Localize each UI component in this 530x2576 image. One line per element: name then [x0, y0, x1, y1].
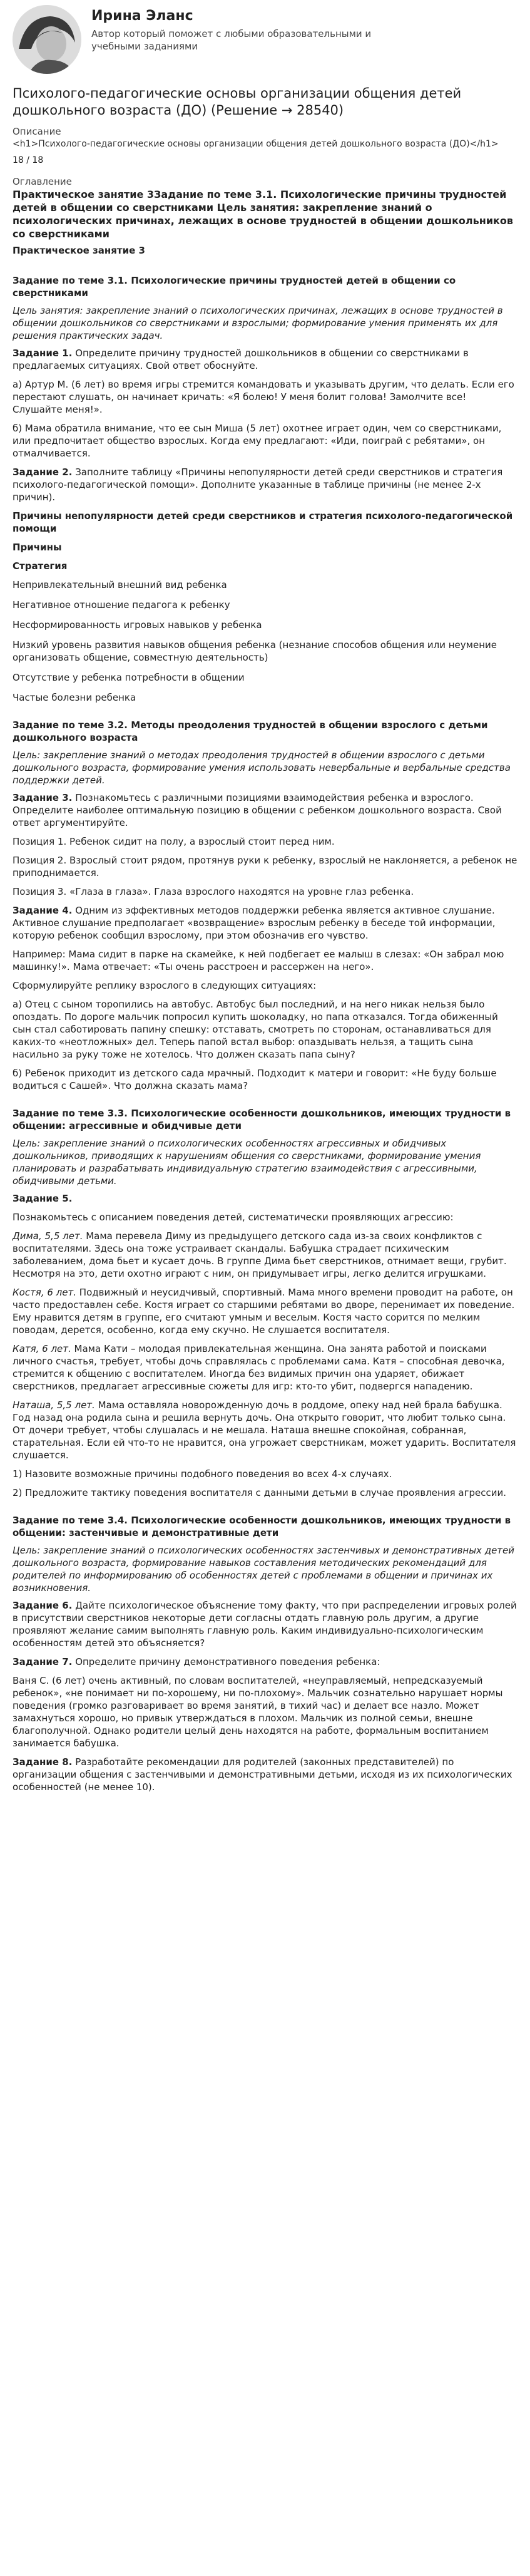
description-text: <h1>Психолого-педагогические основы организации общения детей дошкольного возраста (ДО)</h1>	[13, 139, 499, 149]
case-kostya	[13, 1286, 517, 1336]
situation-b: б) Мама обратила внимание, что ее сын Миша (5 лет) охотнее играет один, чем со сверстниками, или предпочитает общество взрослых. Когда ему предлагают: «Иди, поиграй с ребятами», он отмалчивается.	[13, 423, 502, 459]
author-photo-icon	[13, 5, 81, 74]
reason-item: Негативное отношение педагога к ребенку	[13, 599, 230, 611]
situation-a: а) Отец с сыном торопились на автобус. Автобус был последний, и на него никак нельзя было опоздать. По дороге мальчик попросил купить шоколадку, но папа отказался. Тогда обиженный сын стал саботировать папину спешку: отставать, смотреть по сторонам, останавливаться для каких-то «неотложных» дел. Теперь папой встал выбор: опаздывать нельзя, а тащить сына насильно за руку тоже не хотелось. Что должен сказать папа сыну?	[13, 999, 498, 1060]
position-3: Позиция 3. «Глаза в глаза». Глаза взрослого находятся на уровне глаз ребенка.	[13, 886, 414, 897]
position-2: Позиция 2. Взрослый стоит рядом, протянув руки к ребенку, взрослый не наклоняется, а ребенок не приподнимается.	[13, 855, 517, 878]
task-text: Познакомьтесь с различными позициями взаимодействия ребенка и взрослого. Определите наиболее оптимальную позицию в общении с ребенком дошкольного возраста. Свой ответ аргументируйте.	[13, 792, 502, 828]
task-label: Задание 6.	[13, 1600, 73, 1611]
case-text: Мама перевела Диму из предыдущего детского сада из-за своих конфликтов с воспитателями. Здесь она тоже устраивает скандалы. Бабушка страдает психическим заболеванием, дома бьет и кусает дочь. В группе Дима бьет сверстников, отнимает вещи, грубит. Несмотря на это, дети охотно играют с ним, он придумывает игры, легко делится игрушками.	[13, 1230, 507, 1279]
task-text: Разработайте рекомендации для родителей (законных представителей) по организации общения с застенчивыми и демонстративными детьми, исходя из их психологических особенностей (не менее 10).	[13, 1756, 512, 1793]
case-natasha	[13, 1399, 517, 1461]
case-name: Костя, 6 лет.	[13, 1287, 77, 1298]
case-text: Мама Кати – молодая привлекательная женщина. Она занята работой и поисками личного счастья, требует, чтобы дочь справлялась с проблемами сама. Катя – способная девочка, стремится к общению с воспитателем. Иногда без видимых причин она ударяет, обижает сверстников, предлагает агрессивные сюжеты для игр: кто-то убит, подвергся нападению.	[13, 1343, 505, 1392]
task-label: Задание 1.	[13, 348, 73, 359]
author-header	[13, 5, 517, 80]
page-counter: 18 / 18	[13, 155, 44, 165]
case-vanya: Ваня С. (6 лет) очень активный, по словам воспитателей, «неуправляемый, непредсказуемый ребенок», «не понимает ни по-хорошему, ни по-плохому». Мальчик сознательно нарушает нормы поведения (громко разговаривает во время занятий, в тихий час) и делает все назло. Может замахнуться хорошо, но привык утверждаться в плохом. Мальчик из полной семьи, внешне благополучной. Однако родители целый день находятся на работе, формальным воспитанием занимается бабушка.	[13, 1675, 503, 1749]
intro-text: Познакомьтесь с описанием поведения детей, систематически проявляющих агрессию:	[13, 1212, 454, 1223]
main-heading: Практическое занятие 3Задание по теме 3.1. Психологические причины трудностей детей в общении со сверстниками Цель занятия: закрепление знаний о психологических причинах, лежащих в основе трудностей в общении дошкольников со сверстниками	[13, 188, 513, 240]
task-8	[13, 1756, 517, 1793]
case-name: Дима, 5,5 лет.	[13, 1230, 83, 1242]
task-6	[13, 1599, 517, 1649]
formulate-text: Сформулируйте реплику взрослого в следующих ситуациях:	[13, 980, 317, 991]
table-title: Причины непопулярности детей среди сверстников и стратегия психолого-педагогической помощи	[13, 510, 513, 534]
task-text: Определите причину демонстративного поведения ребенка:	[72, 1656, 380, 1667]
question-2: 2) Предложите тактику поведения воспитателя с данными детьми в случае проявления агрессии.	[13, 1487, 506, 1498]
goal-text: Цель занятия: закрепление знаний о психологических причинах, лежащих в основе трудностей в общении дошкольников со сверстниками и взрослыми; формирование умения применять их для решения практических задач.	[13, 305, 503, 341]
case-katya	[13, 1342, 517, 1393]
sub-heading: Практическое занятие 3	[13, 245, 145, 256]
situation-a: а) Артур М. (6 лет) во время игры стремится командовать и указывать другим, что делать. Если его перестают слушать, он начинает кричать: «Я болею! У меня болит голова! Замолчите все! Слушайте меня!».	[13, 379, 514, 415]
goal-text: Цель: закрепление знаний о психологических особенностях застенчивых и демонстративных детей дошкольного возраста, формирование навыков составления методических рекомендаций для родителей по информированию об особенностях детей с проблемами в общении и причинах их возникновения.	[13, 1545, 515, 1594]
case-dima	[13, 1230, 517, 1280]
document-page	[13, 0, 517, 1793]
task-5-label: Задание 5.	[13, 1193, 73, 1204]
task-label: Задание 2.	[13, 466, 73, 478]
toc-label: Оглавление	[13, 176, 72, 187]
position-1: Позиция 1. Ребенок сидит на полу, а взрослый стоит перед ним.	[13, 836, 335, 847]
author-info	[91, 8, 379, 53]
author-description: Автор который поможет с любыми образовательными и учебными заданиями	[91, 28, 372, 52]
goal-text: Цель: закрепление знаний о психологических особенностях агрессивных и обидчивых дошкольников, приводящих к нарушениям общения со сверстниками, формирование умения планировать и разрабатывать индивидуальную стратегию взаимодействия с агрессивными, обидчивыми детьми.	[13, 1138, 481, 1187]
task-2	[13, 466, 517, 503]
task-1	[13, 347, 517, 372]
section-heading-3-1: Задание по теме 3.1. Психологические причины трудностей детей в общении со сверстниками	[13, 275, 456, 299]
section-heading-3-2: Задание по теме 3.2. Методы преодоления трудностей в общении взрослого с детьми дошкольного возраста	[13, 719, 488, 743]
task-7	[13, 1656, 517, 1668]
example-text: Например: Мама сидит в парке на скамейке, к ней подбегает ее малыш в слезах: «Он забрал мою машинку!». Мама отвечает: «Ты очень расстроен и рассержен на него».	[13, 949, 504, 972]
case-name: Наташа, 5,5 лет.	[13, 1399, 95, 1411]
case-text: Мама оставляла новорожденную дочь в роддоме, опеку над ней брала бабушка. Год назад она родила сына и решила вернуть дочь. Она открыто говорит, что любит только сына. От дочери требует, чтобы слушалась и не мешала. Наташа внешне спокойная, собранная, старательная. Если ей что-то не нравится, она угрожает сверстникам, может ударить. Воспитателя слушается.	[13, 1399, 516, 1461]
reason-item: Низкий уровень развития навыков общения ребенка (незнание способов общения или неумение организовать общение, совместную деятельность)	[13, 639, 497, 663]
task-text: Заполните таблицу «Причины непопулярности детей среди сверстников и стратегия психолого-педагогической помощи». Дополните указанные в таблице причины (не менее 2-х причин).	[13, 466, 503, 503]
author-name[interactable]: Ирина Эланс	[91, 8, 193, 24]
section-heading-3-4: Задание по теме 3.4. Психологические особенности дошкольников, имеющих трудности в общении: застенчивые и демонстративные дети	[13, 1515, 511, 1538]
question-1: 1) Назовите возможные причины подобного поведения во всех 4-х случаях.	[13, 1468, 392, 1480]
reason-item: Несформированность игровых навыков у ребенка	[13, 619, 262, 631]
table-header-strategy: Стратегия	[13, 560, 68, 572]
case-name: Катя, 6 лет.	[13, 1343, 71, 1354]
table-header-reasons: Причины	[13, 542, 62, 553]
case-text: Подвижный и неусидчивый, спортивный. Мама много времени проводит на работе, он часто предоставлен себе. Костя играет со старшими ребятами во дворе, перенимает их поведение. Ему нравится детям в группе, его считают умным и веселым. Костя часто сорится по мелким поводам, дерется, особенно, когда ему скучно. Не слушается воспитателя.	[13, 1287, 515, 1336]
description-label: Описание	[13, 126, 61, 137]
task-label: Задание 7.	[13, 1656, 73, 1667]
situation-b: б) Ребенок приходит из детского сада мрачный. Подходит к матери и говорит: «Не буду больше водиться с Сашей». Что должна сказать мама?	[13, 1068, 497, 1091]
task-4	[13, 904, 517, 942]
avatar[interactable]	[13, 5, 81, 74]
task-text: Определите причину трудностей дошкольников в общении со сверстниками в предлагаемых ситуациях. Свой ответ обоснуйте.	[13, 348, 469, 371]
reason-item: Частые болезни ребенка	[13, 692, 136, 703]
task-label: Задание 3.	[13, 792, 73, 803]
task-text: Одним из эффективных методов поддержки ребенка является активное слушание. Активное слушание предполагает «возвращение» взрослым ребенку в беседе той информации, которую ребенок сообщил взрослому, при этом обозначив его чувство.	[13, 905, 496, 941]
task-label: Задание 8.	[13, 1756, 73, 1768]
section-heading-3-3: Задание по теме 3.3. Психологические особенности дошкольников, имеющих трудности в общении: агрессивные и обидчивые дети	[13, 1108, 511, 1131]
task-3	[13, 791, 517, 829]
goal-text: Цель: закрепление знаний о методах преодоления трудностей в общении взрослого с детьми дошкольного возраста, формирование умения использовать невербальные и вербальные средства поддержки детей.	[13, 750, 511, 786]
reason-item: Непривлекательный внешний вид ребенка	[13, 579, 227, 590]
reason-item: Отсутствие у ребенка потребности в общении	[13, 672, 245, 683]
task-text: Дайте психологическое объяснение тому факту, что при распределении игровых ролей в присутствии сверстников некоторые дети согласны отдать главную роль другим, а другие проявляют желание самим выполнять главную роль. Каким индивидуально-психологическим особенностям детей это объясняется?	[13, 1600, 517, 1649]
page-title: Психолого-педагогические основы организации общения детей дошкольного возраста (ДО) (Решение → 28540)	[13, 86, 462, 118]
task-label: Задание 4.	[13, 905, 73, 916]
